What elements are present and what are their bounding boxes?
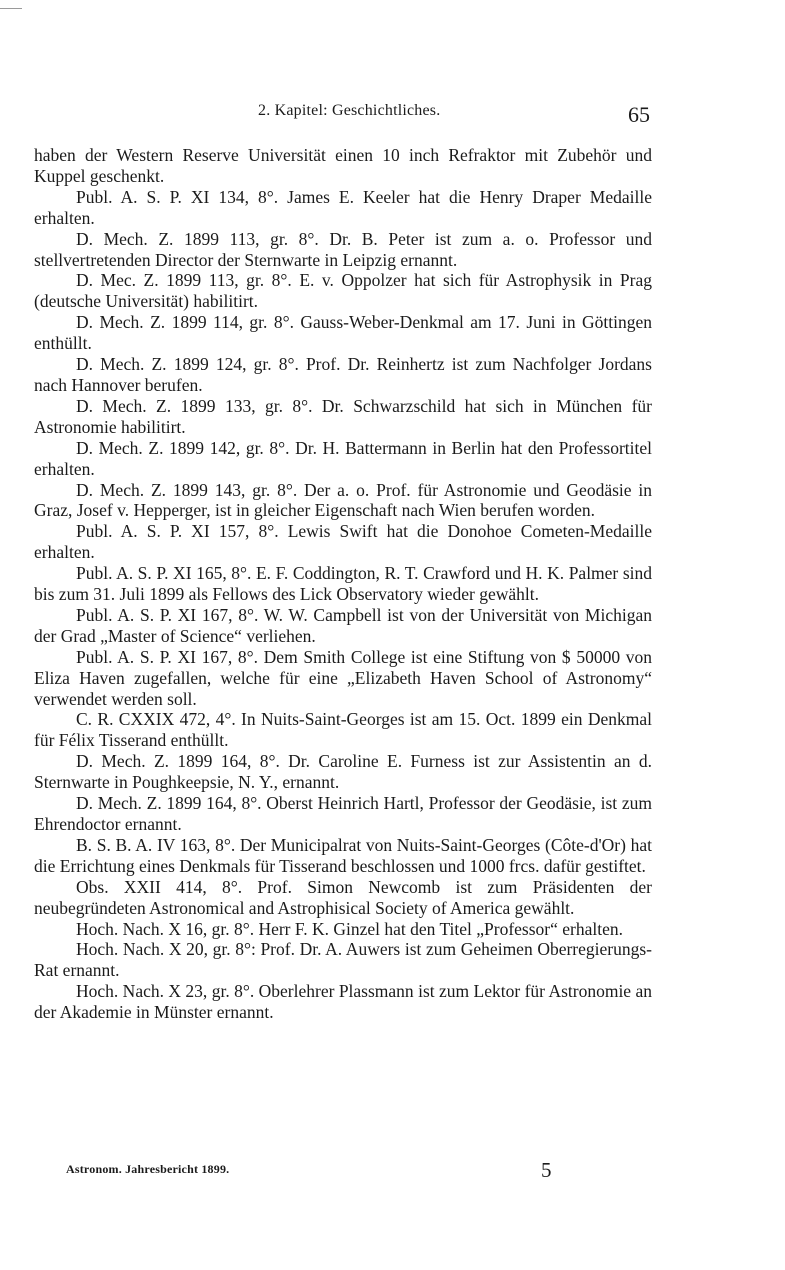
paragraph-entry: Hoch. Nach. X 20, gr. 8°: Prof. Dr. A. Auwers ist zum Geheimen Oberregierungs-Rat ernannt. (34, 939, 652, 981)
running-title: 2. Kapitel: Geschichtliches. (258, 102, 441, 119)
paragraph-entry: Publ. A. S. P. XI 167, 8°. Dem Smith College ist eine Stiftung von $ 50000 von Eliza Haven zugefallen, welche für eine „Elizabeth Haven School of Astronomy“ verwendet werden soll. (34, 646, 652, 709)
paragraph-entry: C. R. CXXIX 472, 4°. In Nuits-Saint-Georges ist am 15. Oct. 1899 ein Denkmal für Félix Tisserand enthüllt. (34, 709, 652, 751)
paragraph-continuation: haben der Western Reserve Universität einen 10 inch Refraktor mit Zubehör und Kuppel geschenkt. (34, 145, 652, 186)
page-footer (0, 1158, 785, 1188)
page-body (34, 145, 652, 1023)
paragraph-entry: D. Mech. Z. 1899 114, gr. 8°. Gauss-Weber-Denkmal am 17. Juni in Göttingen enthüllt. (34, 312, 652, 354)
paragraph-entry: D. Mech. Z. 1899 124, gr. 8°. Prof. Dr. Reinhertz ist zum Nachfolger Jordans nach Hannover berufen. (34, 354, 652, 395)
signature-mark: 5 (541, 1158, 552, 1182)
paragraph-entry: Publ. A. S. P. XI 134, 8°. James E. Keeler hat die Henry Draper Medaille erhalten. (34, 186, 652, 228)
paragraph-entry: B. S. B. A. IV 163, 8°. Der Municipalrat von Nuits-Saint-Georges (Côte-d'Or) hat die Errichtung eines Denkmals für Tisserand beschlossen und 1000 frcs. dafür gestiftet. (34, 834, 652, 876)
paragraph-entry: Publ. A. S. P. XI 157, 8°. Lewis Swift hat die Donohoe Cometen-Medaille erhalten. (34, 521, 652, 563)
footer-note: Astronom. Jahresbericht 1899. (66, 1162, 230, 1176)
paragraph-entry: D. Mech. Z. 1899 143, gr. 8°. Der a. o. Prof. für Astronomie und Geodäsie in Graz, Josef v. Hepperger, ist in gleicher Eigenschaft nach Wien berufen worden. (34, 479, 652, 521)
paragraph-entry: D. Mec. Z. 1899 113, gr. 8°. E. v. Oppolzer hat sich für Astrophysik in Prag (deutsche Universität) habilitirt. (34, 270, 652, 312)
page-header (0, 100, 785, 130)
paragraph-entry: D. Mech. Z. 1899 164, 8°. Oberst Heinrich Hartl, Professor der Geodäsie, ist zum Ehrendoctor ernannt. (34, 793, 652, 834)
paragraph-entry: D. Mech. Z. 1899 113, gr. 8°. Dr. B. Peter ist zum a. o. Professor und stellvertretenden Director der Sternwarte in Leipzig ernannt. (34, 228, 652, 270)
paragraph-entry: D. Mech. Z. 1899 133, gr. 8°. Dr. Schwarzschild hat sich in München für Astronomie habilitirt. (34, 395, 652, 437)
paragraph-entry: D. Mech. Z. 1899 164, 8°. Dr. Caroline E. Furness ist zur Assistentin an d. Sternwarte in Poughkeepsie, N. Y., ernannt. (34, 751, 652, 793)
paragraph-entry: Obs. XXII 414, 8°. Prof. Simon Newcomb ist zum Präsidenten der neubegründeten Astronomical and Astrophisical Society of America gewählt. (34, 876, 652, 918)
paragraph-entry: Hoch. Nach. X 16, gr. 8°. Herr F. K. Ginzel hat den Titel „Professor“ erhalten. (76, 918, 624, 939)
paragraph-entry: Publ. A. S. P. XI 165, 8°. E. F. Coddington, R. T. Crawford und H. K. Palmer sind bis zum 31. Juli 1899 als Fellows des Lick Observatory wieder gewählt. (34, 563, 652, 605)
paragraph-entry: Publ. A. S. P. XI 167, 8°. W. W. Campbell ist von der Universität von Michigan der Grad „Master of Science“ verliehen. (34, 604, 652, 646)
page-edge-mark (0, 8, 22, 9)
page-number: 65 (628, 102, 650, 127)
paragraph-entry: D. Mech. Z. 1899 142, gr. 8°. Dr. H. Battermann in Berlin hat den Professortitel erhalten. (34, 437, 652, 479)
paragraph-entry: Hoch. Nach. X 23, gr. 8°. Oberlehrer Plassmann ist zum Lektor für Astronomie an der Akademie in Münster ernannt. (34, 981, 652, 1023)
